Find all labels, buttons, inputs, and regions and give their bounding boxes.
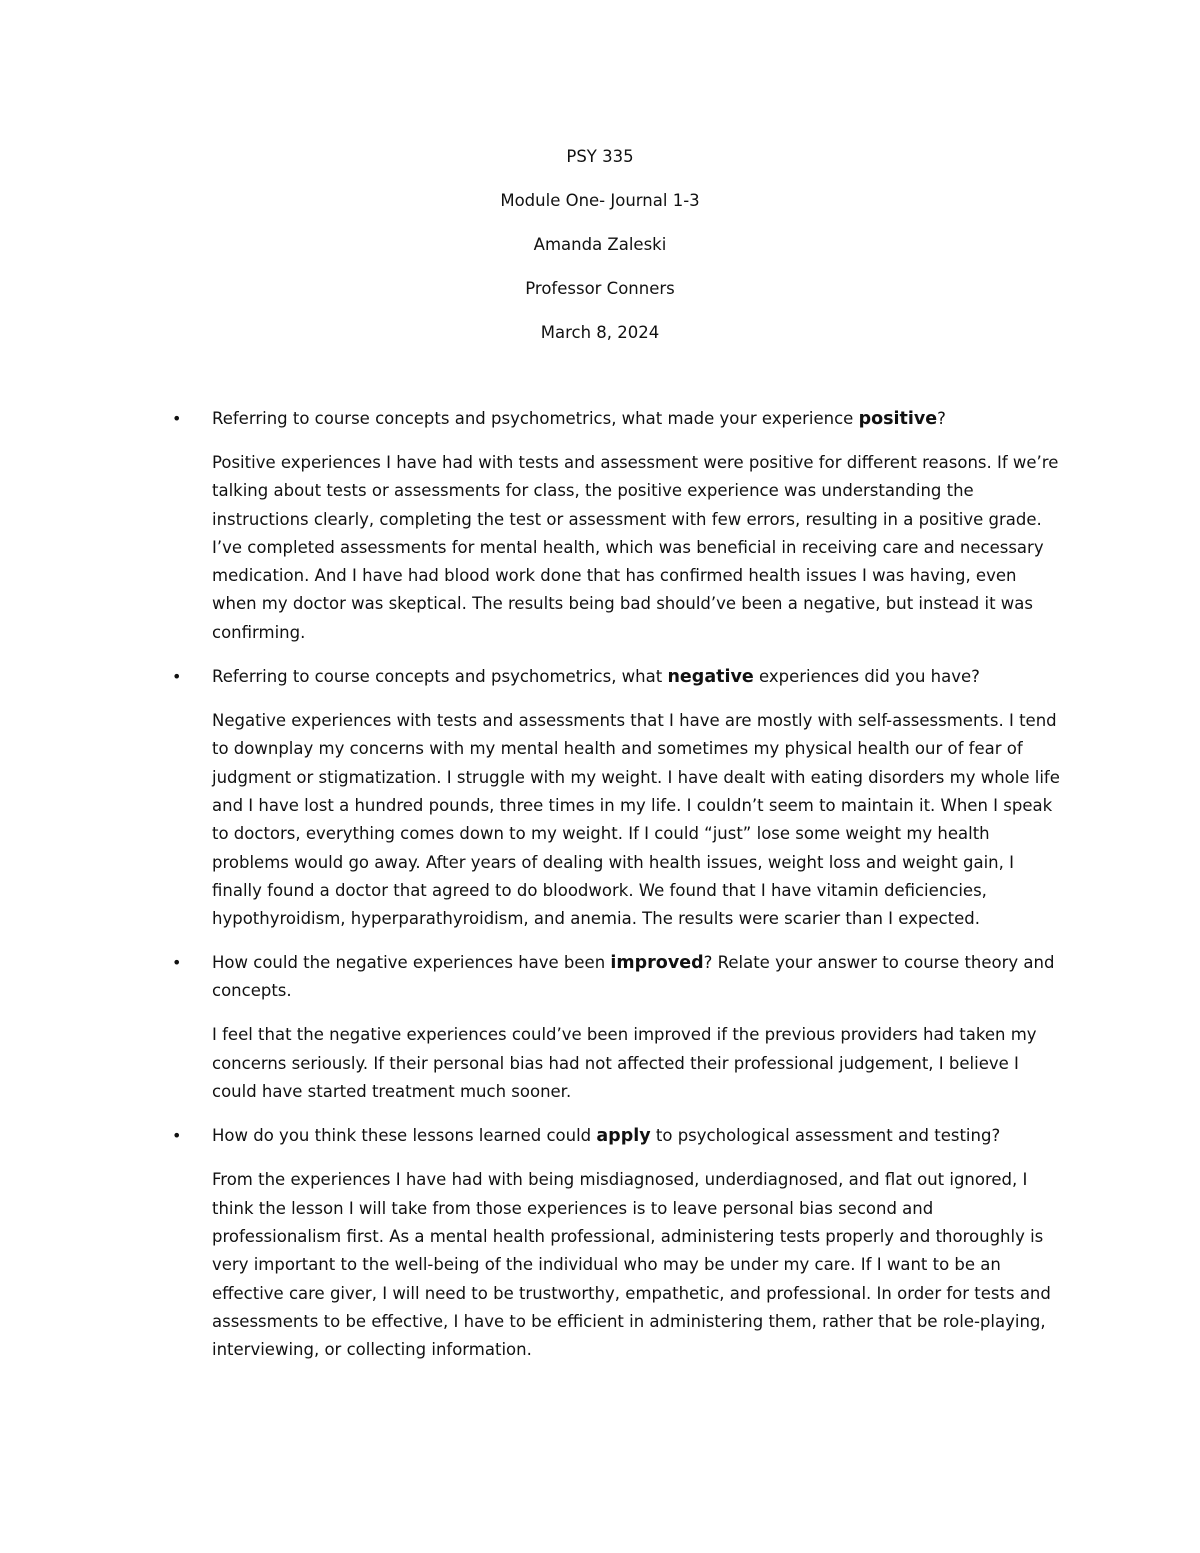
question-item bbox=[172, 949, 1062, 1106]
document-header bbox=[0, 143, 1200, 363]
answer-paragraph: From the experiences I have had with being misdiagnosed, underdiagnosed, and flat out ignored, I think the lesson I will take from those experiences is to leave personal bias second and professionalism first. As a mental health professional, administering tests properly and thoroughly is very important to the well-being of the individual who may be under my care. If I want to be an effective care giver, I will need to be trustworthy, empathetic, and professional. In order for tests and assessments to be effective, I have to be efficient in administering them, rather that be role-playing, interviewing, or collecting information. bbox=[212, 1170, 1051, 1360]
student-name: Amanda Zaleski bbox=[533, 235, 667, 254]
bullet-icon: • bbox=[172, 1126, 182, 1146]
question-text bbox=[212, 663, 1062, 691]
question-text-before: How do you think these lessons learned could bbox=[212, 1126, 597, 1146]
question-text-after: to psychological assessment and testing? bbox=[650, 1126, 1001, 1146]
question-item bbox=[172, 405, 1062, 647]
question-item bbox=[172, 663, 1062, 933]
question-text bbox=[212, 949, 1062, 1005]
question-emphasis: improved bbox=[610, 953, 704, 974]
answer-paragraph: Positive experiences I have had with tests and assessment were positive for different reasons. If we’re talking about tests or assessments for class, the positive experience was understanding the instructions clearly, completing the test or assessment with few errors, resulting in a positive grade. I’ve completed assessments for mental health, which was beneficial in receiving care and necessary medication. And I have had blood work done that has confirmed health issues I was having, even when my doctor was skeptical. The results being bad should’ve been a negative, but instead it was confirming. bbox=[212, 453, 1059, 642]
bullet-icon: • bbox=[172, 409, 182, 428]
question-text-after: ? bbox=[937, 409, 946, 428]
question-list bbox=[172, 405, 1062, 1380]
question-emphasis: positive bbox=[858, 409, 938, 429]
question-text bbox=[212, 1122, 1062, 1150]
question-text bbox=[212, 405, 1062, 433]
question-text-before: Referring to course concepts and psychometrics, what bbox=[212, 667, 668, 687]
question-text-after: experiences did you have? bbox=[753, 667, 980, 687]
course-code: PSY 335 bbox=[566, 147, 634, 166]
document-date: March 8, 2024 bbox=[540, 323, 660, 342]
question-text-after: ? Relate your answer to course theory and concepts. bbox=[212, 953, 1055, 1001]
answer-paragraph: I feel that the negative experiences could’ve been improved if the previous providers had taken my concerns seriously. If their personal bias had not affected their professional judgement, I believe I could have started treatment much sooner. bbox=[212, 1025, 1037, 1102]
question-text-before: How could the negative experiences have been bbox=[212, 953, 611, 973]
answer-paragraph: Negative experiences with tests and assessments that I have are mostly with self-assessments. I tend to downplay my concerns with my mental health and sometimes my physical health our of fear of judgment or stigmatization. I struggle with my weight. I have dealt with eating disorders my whole life and I have lost a hundred pounds, three times in my life. I couldn’t seem to maintain it. When I speak to doctors, everything comes down to my weight. If I could “just” lose some weight my health problems would go away. After years of dealing with health issues, weight loss and weight gain, I finally found a doctor that agreed to do bloodwork. We found that I have vitamin deficiencies, hypothyroidism, hyperparathyroidism, and anemia. The results were scarier than I expected. bbox=[212, 711, 1060, 929]
question-text-before: Referring to course concepts and psychometrics, what made your experience bbox=[212, 409, 859, 428]
professor-name: Professor Conners bbox=[525, 279, 675, 298]
bullet-icon: • bbox=[172, 667, 182, 687]
assignment-title: Module One- Journal 1-3 bbox=[500, 191, 700, 210]
bullet-icon: • bbox=[172, 953, 182, 973]
question-emphasis: apply bbox=[596, 1126, 651, 1147]
question-emphasis: negative bbox=[667, 667, 754, 688]
question-item bbox=[172, 1122, 1062, 1364]
